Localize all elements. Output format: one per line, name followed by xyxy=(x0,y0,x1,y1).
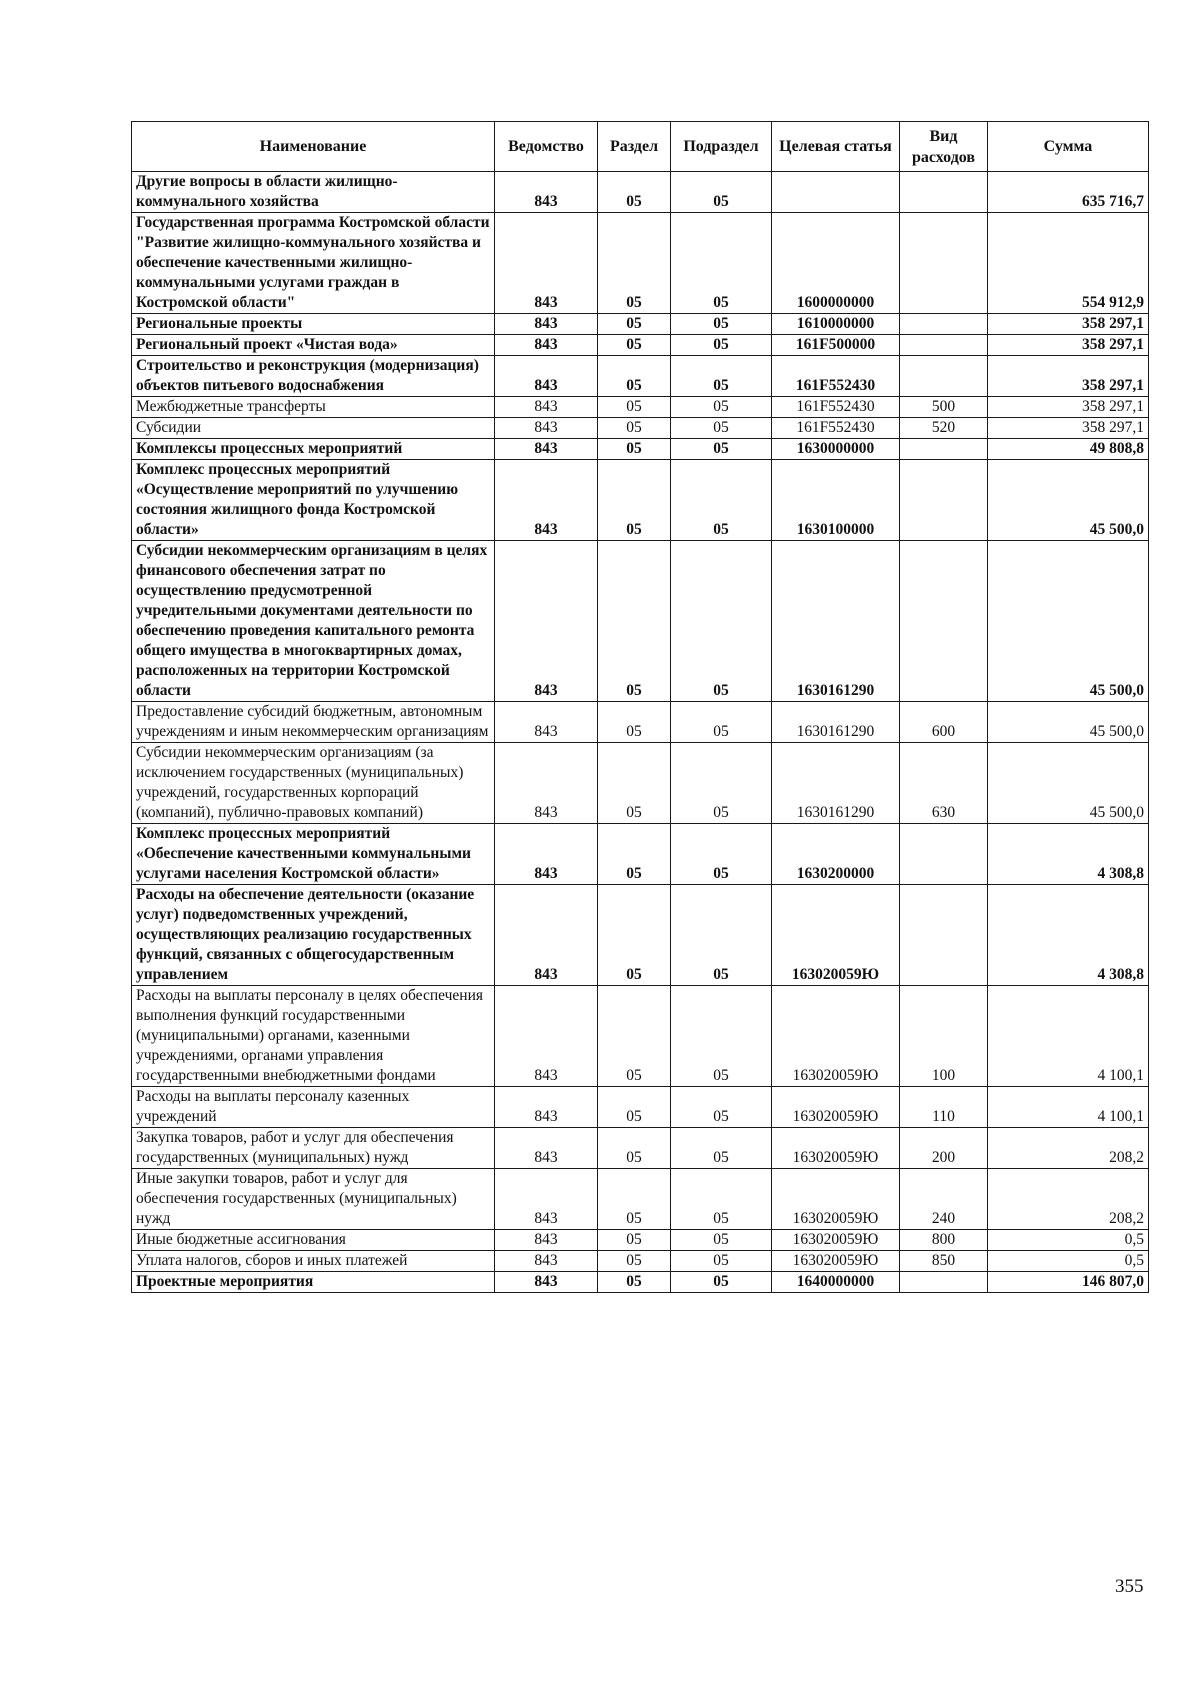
row-name-cell: Комплексы процессных мероприятий xyxy=(132,439,495,460)
row-expense-type-cell xyxy=(900,335,988,356)
row-subsection-cell: 05 xyxy=(671,172,772,213)
row-target-article-cell: 1630161290 xyxy=(772,702,900,743)
row-target-article-cell: 163020059Ю xyxy=(772,1169,900,1230)
row-name-cell: Субсидии некоммерческим организациям (за исключением государственных (муниципальных) учреждений, государственных корпораций (компаний), публично-правовых компаний) xyxy=(132,743,495,824)
table-row xyxy=(132,541,1149,702)
row-section-cell: 05 xyxy=(598,1169,671,1230)
row-name-cell: Расходы на выплаты персоналу казенных учреждений xyxy=(132,1087,495,1128)
row-sum-cell: 49 808,8 xyxy=(988,439,1149,460)
row-section-cell: 05 xyxy=(598,743,671,824)
row-subsection-cell: 05 xyxy=(671,460,772,541)
row-section-cell: 05 xyxy=(598,1230,671,1251)
row-expense-type-cell: 500 xyxy=(900,397,988,418)
row-sum-cell: 0,5 xyxy=(988,1251,1149,1272)
row-subsection-cell: 05 xyxy=(671,1230,772,1251)
row-section-cell: 05 xyxy=(598,335,671,356)
row-name-cell: Государственная программа Костромской области "Развитие жилищно-коммунального хозяйства и обеспечение качественными жилищно-коммунальными услугами граждан в Костромской области" xyxy=(132,213,495,314)
row-expense-type-cell xyxy=(900,824,988,885)
row-department-cell: 843 xyxy=(495,986,598,1087)
row-section-cell: 05 xyxy=(598,314,671,335)
row-target-article-cell: 1630200000 xyxy=(772,824,900,885)
row-expense-type-cell: 100 xyxy=(900,986,988,1087)
row-department-cell: 843 xyxy=(495,1128,598,1169)
row-target-article-cell: 163020059Ю xyxy=(772,1230,900,1251)
row-sum-cell: 4 100,1 xyxy=(988,1087,1149,1128)
row-department-cell: 843 xyxy=(495,1087,598,1128)
table-row xyxy=(132,213,1149,314)
row-department-cell: 843 xyxy=(495,418,598,439)
row-name-cell: Комплекс процессных мероприятий «Осуществление мероприятий по улучшению состояния жилищного фонда Костромской области» xyxy=(132,460,495,541)
row-sum-cell: 4 100,1 xyxy=(988,986,1149,1087)
row-target-article-cell: 1600000000 xyxy=(772,213,900,314)
header-target-article: Целевая статья xyxy=(772,122,900,172)
row-sum-cell: 4 308,8 xyxy=(988,885,1149,986)
row-expense-type-cell: 240 xyxy=(900,1169,988,1230)
table-row xyxy=(132,702,1149,743)
row-target-article-cell: 163020059Ю xyxy=(772,986,900,1087)
row-department-cell: 843 xyxy=(495,172,598,213)
row-expense-type-cell xyxy=(900,172,988,213)
row-name-cell: Расходы на выплаты персоналу в целях обеспечения выполнения функций государственными (муниципальными) органами, казенными учреждениями, органами управления государственными внебюджетными фондами xyxy=(132,986,495,1087)
row-name-cell: Другие вопросы в области жилищно-коммунального хозяйства xyxy=(132,172,495,213)
header-section: Раздел xyxy=(598,122,671,172)
header-expense-type: Вид расходов xyxy=(900,122,988,172)
table-row xyxy=(132,439,1149,460)
row-name-cell: Межбюджетные трансферты xyxy=(132,397,495,418)
row-subsection-cell: 05 xyxy=(671,1128,772,1169)
table-row xyxy=(132,824,1149,885)
row-name-cell: Комплекс процессных мероприятий «Обеспечение качественными коммунальными услугами населения Костромской области» xyxy=(132,824,495,885)
table-row xyxy=(132,460,1149,541)
row-target-article-cell: 161F500000 xyxy=(772,335,900,356)
row-department-cell: 843 xyxy=(495,397,598,418)
row-name-cell: Проектные мероприятия xyxy=(132,1272,495,1293)
row-department-cell: 843 xyxy=(495,335,598,356)
row-department-cell: 843 xyxy=(495,1169,598,1230)
row-sum-cell: 45 500,0 xyxy=(988,743,1149,824)
row-subsection-cell: 05 xyxy=(671,824,772,885)
row-subsection-cell: 05 xyxy=(671,418,772,439)
header-department: Ведомство xyxy=(495,122,598,172)
table-row xyxy=(132,986,1149,1087)
table-row xyxy=(132,397,1149,418)
row-target-article-cell: 1610000000 xyxy=(772,314,900,335)
row-department-cell: 843 xyxy=(495,541,598,702)
row-subsection-cell: 05 xyxy=(671,885,772,986)
row-sum-cell: 358 297,1 xyxy=(988,397,1149,418)
row-name-cell: Субсидии некоммерческим организациям в целях финансового обеспечения затрат по осуществлению предусмотренной учредительными документами деятельности по обеспечению проведения капитального ремонта общего имущества в многоквартирных домах, расположенных на территории Костромской области xyxy=(132,541,495,702)
row-sum-cell: 358 297,1 xyxy=(988,418,1149,439)
row-expense-type-cell: 520 xyxy=(900,418,988,439)
row-subsection-cell: 05 xyxy=(671,335,772,356)
row-sum-cell: 208,2 xyxy=(988,1128,1149,1169)
row-sum-cell: 358 297,1 xyxy=(988,335,1149,356)
row-name-cell: Региональные проекты xyxy=(132,314,495,335)
row-department-cell: 843 xyxy=(495,824,598,885)
row-subsection-cell: 05 xyxy=(671,397,772,418)
row-sum-cell: 358 297,1 xyxy=(988,356,1149,397)
row-subsection-cell: 05 xyxy=(671,702,772,743)
row-department-cell: 843 xyxy=(495,1272,598,1293)
row-section-cell: 05 xyxy=(598,172,671,213)
row-subsection-cell: 05 xyxy=(671,213,772,314)
row-sum-cell: 45 500,0 xyxy=(988,702,1149,743)
row-section-cell: 05 xyxy=(598,1128,671,1169)
row-section-cell: 05 xyxy=(598,702,671,743)
row-department-cell: 843 xyxy=(495,213,598,314)
row-expense-type-cell xyxy=(900,460,988,541)
row-target-article-cell: 161F552430 xyxy=(772,356,900,397)
row-expense-type-cell xyxy=(900,1272,988,1293)
table-row xyxy=(132,172,1149,213)
row-section-cell: 05 xyxy=(598,986,671,1087)
table-body xyxy=(132,172,1149,1293)
table-row xyxy=(132,314,1149,335)
row-department-cell: 843 xyxy=(495,743,598,824)
row-target-article-cell: 163020059Ю xyxy=(772,1087,900,1128)
row-expense-type-cell xyxy=(900,885,988,986)
row-sum-cell: 45 500,0 xyxy=(988,460,1149,541)
row-target-article-cell: 1640000000 xyxy=(772,1272,900,1293)
row-department-cell: 843 xyxy=(495,885,598,986)
row-department-cell: 843 xyxy=(495,314,598,335)
table-row xyxy=(132,335,1149,356)
row-expense-type-cell xyxy=(900,356,988,397)
row-sum-cell: 635 716,7 xyxy=(988,172,1149,213)
row-subsection-cell: 05 xyxy=(671,743,772,824)
table-row xyxy=(132,1251,1149,1272)
row-department-cell: 843 xyxy=(495,460,598,541)
table-row xyxy=(132,356,1149,397)
header-name: Наименование xyxy=(132,122,495,172)
row-section-cell: 05 xyxy=(598,213,671,314)
table-header-row xyxy=(132,122,1149,172)
row-target-article-cell: 163020059Ю xyxy=(772,885,900,986)
row-department-cell: 843 xyxy=(495,1251,598,1272)
row-target-article-cell: 1630161290 xyxy=(772,743,900,824)
table-row xyxy=(132,1087,1149,1128)
row-name-cell: Уплата налогов, сборов и иных платежей xyxy=(132,1251,495,1272)
table-row xyxy=(132,1128,1149,1169)
row-section-cell: 05 xyxy=(598,824,671,885)
row-subsection-cell: 05 xyxy=(671,541,772,702)
header-sum: Сумма xyxy=(988,122,1149,172)
table-row xyxy=(132,743,1149,824)
row-expense-type-cell: 630 xyxy=(900,743,988,824)
row-name-cell: Иные бюджетные ассигнования xyxy=(132,1230,495,1251)
row-sum-cell: 45 500,0 xyxy=(988,541,1149,702)
row-section-cell: 05 xyxy=(598,439,671,460)
table-row xyxy=(132,418,1149,439)
table-row xyxy=(132,1230,1149,1251)
header-subsection: Подраздел xyxy=(671,122,772,172)
row-subsection-cell: 05 xyxy=(671,986,772,1087)
row-section-cell: 05 xyxy=(598,541,671,702)
row-section-cell: 05 xyxy=(598,460,671,541)
row-department-cell: 843 xyxy=(495,1230,598,1251)
row-expense-type-cell xyxy=(900,314,988,335)
row-sum-cell: 208,2 xyxy=(988,1169,1149,1230)
row-name-cell: Предоставление субсидий бюджетным, автономным учреждениям и иным некоммерческим организациям xyxy=(132,702,495,743)
row-expense-type-cell xyxy=(900,213,988,314)
row-name-cell: Строительство и реконструкция (модернизация) объектов питьевого водоснабжения xyxy=(132,356,495,397)
row-name-cell: Субсидии xyxy=(132,418,495,439)
row-name-cell: Региональный проект «Чистая вода» xyxy=(132,335,495,356)
row-target-article-cell xyxy=(772,172,900,213)
row-sum-cell: 554 912,9 xyxy=(988,213,1149,314)
row-target-article-cell: 161F552430 xyxy=(772,418,900,439)
row-expense-type-cell: 200 xyxy=(900,1128,988,1169)
row-sum-cell: 358 297,1 xyxy=(988,314,1149,335)
row-section-cell: 05 xyxy=(598,1272,671,1293)
row-target-article-cell: 1630000000 xyxy=(772,439,900,460)
row-expense-type-cell: 110 xyxy=(900,1087,988,1128)
page-number: 355 xyxy=(1115,1576,1144,1597)
row-subsection-cell: 05 xyxy=(671,1251,772,1272)
row-name-cell: Иные закупки товаров, работ и услуг для обеспечения государственных (муниципальных) нужд xyxy=(132,1169,495,1230)
row-target-article-cell: 163020059Ю xyxy=(772,1128,900,1169)
row-department-cell: 843 xyxy=(495,356,598,397)
table-row xyxy=(132,1272,1149,1293)
table-row xyxy=(132,885,1149,986)
row-sum-cell: 4 308,8 xyxy=(988,824,1149,885)
row-department-cell: 843 xyxy=(495,702,598,743)
row-subsection-cell: 05 xyxy=(671,356,772,397)
row-subsection-cell: 05 xyxy=(671,1169,772,1230)
row-expense-type-cell: 800 xyxy=(900,1230,988,1251)
row-target-article-cell: 1630161290 xyxy=(772,541,900,702)
row-section-cell: 05 xyxy=(598,885,671,986)
row-target-article-cell: 163020059Ю xyxy=(772,1251,900,1272)
row-name-cell: Закупка товаров, работ и услуг для обеспечения государственных (муниципальных) нужд xyxy=(132,1128,495,1169)
row-section-cell: 05 xyxy=(598,1251,671,1272)
row-name-cell: Расходы на обеспечение деятельности (оказание услуг) подведомственных учреждений, осуществляющих реализацию государственных функций, связанных с общегосударственным управлением xyxy=(132,885,495,986)
row-subsection-cell: 05 xyxy=(671,1087,772,1128)
row-sum-cell: 146 807,0 xyxy=(988,1272,1149,1293)
row-subsection-cell: 05 xyxy=(671,439,772,460)
row-section-cell: 05 xyxy=(598,418,671,439)
row-section-cell: 05 xyxy=(598,1087,671,1128)
budget-table xyxy=(131,121,1149,1293)
row-subsection-cell: 05 xyxy=(671,1272,772,1293)
table-row xyxy=(132,1169,1149,1230)
row-target-article-cell: 161F552430 xyxy=(772,397,900,418)
row-expense-type-cell: 600 xyxy=(900,702,988,743)
row-department-cell: 843 xyxy=(495,439,598,460)
row-section-cell: 05 xyxy=(598,397,671,418)
row-expense-type-cell xyxy=(900,439,988,460)
row-sum-cell: 0,5 xyxy=(988,1230,1149,1251)
row-target-article-cell: 1630100000 xyxy=(772,460,900,541)
row-subsection-cell: 05 xyxy=(671,314,772,335)
row-expense-type-cell xyxy=(900,541,988,702)
row-section-cell: 05 xyxy=(598,356,671,397)
row-expense-type-cell: 850 xyxy=(900,1251,988,1272)
